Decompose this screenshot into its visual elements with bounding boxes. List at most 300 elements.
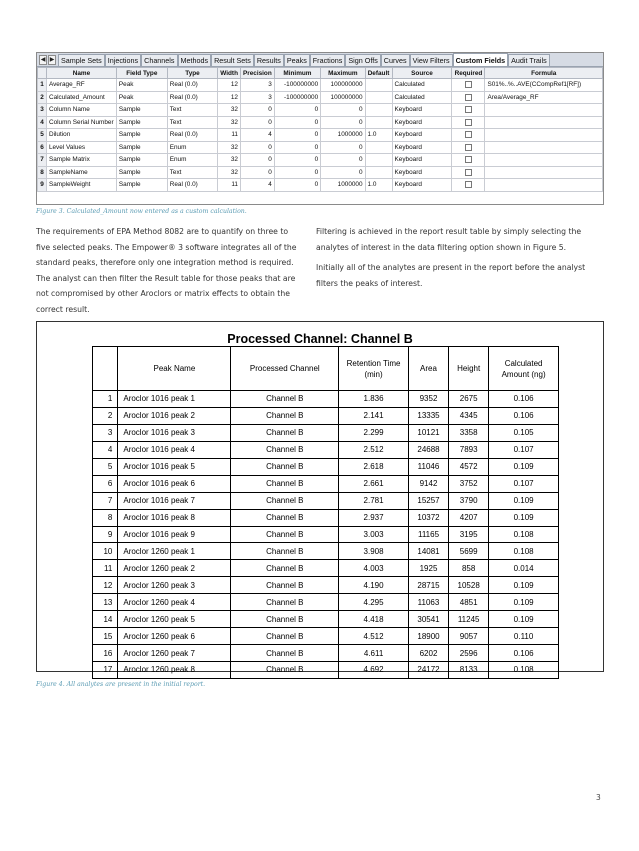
cell-width[interactable]: 32 — [218, 166, 241, 179]
report-cell: 16 — [93, 645, 118, 662]
cell-minimum[interactable]: 0 — [274, 166, 320, 179]
report-cell: 11165 — [408, 526, 448, 543]
report-cell: Channel B — [231, 526, 339, 543]
report-cell: 1925 — [408, 560, 448, 577]
tab-channels[interactable]: Channels — [141, 54, 177, 66]
cell-default[interactable] — [365, 154, 392, 167]
cell-source[interactable]: Keyboard — [392, 129, 452, 142]
report-cell: 3 — [93, 424, 118, 441]
table-row — [93, 407, 559, 424]
report-cell: 11046 — [408, 458, 448, 475]
grid-col-maximum[interactable]: Maximum — [321, 68, 365, 79]
cell-name[interactable]: Level Values — [46, 141, 116, 154]
report-cell: 9 — [93, 526, 118, 543]
table-row[interactable] — [38, 104, 603, 117]
report-cell: 10528 — [449, 577, 489, 594]
cell-name[interactable]: Calculated_Amount — [46, 91, 116, 104]
report-table — [92, 346, 559, 679]
tab-peaks[interactable]: Peaks — [284, 54, 310, 66]
table-row — [93, 543, 559, 560]
table-row — [93, 628, 559, 645]
report-col-2: Processed Channel — [231, 347, 339, 391]
required-checkbox[interactable] — [465, 144, 472, 151]
cell-required — [452, 116, 485, 129]
cell-maximum[interactable]: 0 — [321, 166, 365, 179]
table-row[interactable] — [38, 179, 603, 192]
cell-maximum[interactable]: 0 — [321, 141, 365, 154]
tab-custom-fields[interactable]: Custom Fields — [453, 53, 509, 66]
report-cell: 2.661 — [339, 475, 409, 492]
report-cell: 2.937 — [339, 509, 409, 526]
required-checkbox[interactable] — [465, 156, 472, 163]
row-number[interactable]: 1 — [38, 79, 47, 92]
cell-precision[interactable]: 3 — [240, 79, 274, 92]
cell-required — [452, 141, 485, 154]
table-row — [93, 560, 559, 577]
report-cell: Aroclor 1260 peak 7 — [118, 645, 231, 662]
report-header-row — [93, 347, 559, 391]
report-col-1: Peak Name — [118, 347, 231, 391]
report-cell: 4207 — [449, 509, 489, 526]
report-cell: Aroclor 1260 peak 2 — [118, 560, 231, 577]
report-col-3: Retention Time (min) — [339, 347, 409, 391]
tab-injections[interactable]: Injections — [105, 54, 141, 66]
report-cell: 2675 — [449, 391, 489, 408]
cell-source[interactable]: Keyboard — [392, 141, 452, 154]
cell-default[interactable]: 1.0 — [365, 129, 392, 142]
cell-minimum[interactable]: 0 — [274, 154, 320, 167]
tab-results[interactable]: Results — [254, 54, 284, 66]
cell-field-type[interactable]: Sample — [116, 154, 167, 167]
report-cell: 0.110 — [489, 628, 559, 645]
empower-tab-bar — [37, 53, 603, 67]
report-cell: 858 — [449, 560, 489, 577]
grid-col-required[interactable]: Required — [452, 68, 485, 79]
report-cell: 3.908 — [339, 543, 409, 560]
report-cell: 1.836 — [339, 391, 409, 408]
cell-required — [452, 104, 485, 117]
report-cell: 3358 — [449, 424, 489, 441]
cell-formula[interactable] — [485, 154, 603, 167]
cell-precision[interactable]: 4 — [240, 179, 274, 192]
table-row[interactable] — [38, 91, 603, 104]
report-cell: 17 — [93, 662, 118, 679]
report-cell: Aroclor 1260 peak 3 — [118, 577, 231, 594]
cell-precision[interactable]: 0 — [240, 154, 274, 167]
cell-maximum[interactable]: 1000000 — [321, 179, 365, 192]
report-cell: 4.190 — [339, 577, 409, 594]
cell-maximum[interactable]: 1000000 — [321, 129, 365, 142]
report-cell: 7 — [93, 492, 118, 509]
table-row — [93, 577, 559, 594]
empower-custom-fields-screenshot — [36, 52, 604, 205]
cell-width[interactable]: 32 — [218, 116, 241, 129]
report-cell: Aroclor 1016 peak 4 — [118, 441, 231, 458]
report-cell: 4.692 — [339, 662, 409, 679]
report-cell: 6202 — [408, 645, 448, 662]
report-cell: 0.106 — [489, 391, 559, 408]
report-col-6: Calculated Amount (ng) — [489, 347, 559, 391]
row-number[interactable]: 8 — [38, 166, 47, 179]
cell-required — [452, 154, 485, 167]
report-cell: Channel B — [231, 628, 339, 645]
cell-name[interactable]: Sample Matrix — [46, 154, 116, 167]
table-row[interactable] — [38, 129, 603, 142]
report-cell: 4.611 — [339, 645, 409, 662]
cell-precision[interactable]: 0 — [240, 116, 274, 129]
cell-default[interactable] — [365, 104, 392, 117]
cell-formula[interactable] — [485, 141, 603, 154]
report-cell: Channel B — [231, 543, 339, 560]
figure-3-caption: Figure 3. Calculated_Amount now entered as a custom calculation. — [36, 208, 247, 215]
tab-scroll-buttons — [37, 53, 58, 66]
required-checkbox[interactable] — [465, 106, 472, 113]
table-row[interactable] — [38, 79, 603, 92]
grid-col-width[interactable]: Width — [218, 68, 241, 79]
report-cell: 4 — [93, 441, 118, 458]
table-row — [93, 441, 559, 458]
cell-precision[interactable]: 0 — [240, 166, 274, 179]
report-cell: Aroclor 1016 peak 6 — [118, 475, 231, 492]
table-row[interactable] — [38, 166, 603, 179]
cell-maximum[interactable]: 0 — [321, 154, 365, 167]
cell-precision[interactable]: 3 — [240, 91, 274, 104]
cell-formula[interactable] — [485, 129, 603, 142]
cell-field-type[interactable]: Sample — [116, 104, 167, 117]
report-cell: Channel B — [231, 594, 339, 611]
cell-formula[interactable] — [485, 166, 603, 179]
cell-source[interactable]: Keyboard — [392, 104, 452, 117]
required-checkbox[interactable] — [465, 81, 472, 88]
right-paragraph-1: Filtering is achieved in the report result table by simply selecting the analytes of interest in the data filtering option shown in Figure 5. — [316, 227, 582, 252]
report-cell: Aroclor 1260 peak 8 — [118, 662, 231, 679]
report-cell: Aroclor 1260 peak 5 — [118, 611, 231, 628]
table-row[interactable] — [38, 154, 603, 167]
report-cell: 12 — [93, 577, 118, 594]
row-number[interactable]: 4 — [38, 116, 47, 129]
cell-default[interactable] — [365, 166, 392, 179]
cell-precision[interactable]: 0 — [240, 141, 274, 154]
cell-name[interactable]: SampleName — [46, 166, 116, 179]
grid-col-minimum[interactable]: Minimum — [274, 68, 320, 79]
required-checkbox[interactable] — [465, 119, 472, 126]
report-cell: Aroclor 1016 peak 2 — [118, 407, 231, 424]
cell-required — [452, 129, 485, 142]
cell-maximum[interactable]: 0 — [321, 104, 365, 117]
report-cell: Aroclor 1016 peak 1 — [118, 391, 231, 408]
grid-col-name[interactable]: Name — [46, 68, 116, 79]
report-col-5: Height — [449, 347, 489, 391]
figure-4-caption: Figure 4. All analytes are present in the initial report. — [36, 681, 206, 688]
cell-field-type[interactable]: Sample — [116, 116, 167, 129]
report-cell: 15257 — [408, 492, 448, 509]
report-cell: Aroclor 1260 peak 1 — [118, 543, 231, 560]
cell-field-type[interactable]: Sample — [116, 129, 167, 142]
report-cell: 3790 — [449, 492, 489, 509]
report-cell: 28715 — [408, 577, 448, 594]
report-cell: Channel B — [231, 475, 339, 492]
report-cell: Channel B — [231, 458, 339, 475]
report-cell: 24688 — [408, 441, 448, 458]
report-cell: 0.109 — [489, 509, 559, 526]
custom-fields-grid — [37, 67, 603, 192]
right-column-text — [316, 224, 604, 296]
report-cell: 1 — [93, 391, 118, 408]
cell-required — [452, 91, 485, 104]
required-checkbox[interactable] — [465, 181, 472, 188]
report-cell: Aroclor 1016 peak 8 — [118, 509, 231, 526]
report-cell: 10 — [93, 543, 118, 560]
report-cell: 0.109 — [489, 611, 559, 628]
tab-result-sets[interactable]: Result Sets — [211, 54, 254, 66]
cell-required — [452, 166, 485, 179]
report-cell: 4.418 — [339, 611, 409, 628]
report-cell: 2.299 — [339, 424, 409, 441]
cell-width[interactable]: 32 — [218, 154, 241, 167]
grid-col-type[interactable]: Type — [167, 68, 218, 79]
report-cell: 18900 — [408, 628, 448, 645]
report-cell: 4.295 — [339, 594, 409, 611]
cell-width[interactable]: 11 — [218, 179, 241, 192]
page-number: 3 — [596, 793, 601, 802]
report-cell: 0.107 — [489, 441, 559, 458]
cell-field-type[interactable]: Sample — [116, 141, 167, 154]
row-number[interactable]: 3 — [38, 104, 47, 117]
report-cell: 13 — [93, 594, 118, 611]
report-cell: 10372 — [408, 509, 448, 526]
cell-formula[interactable]: Area/Average_RF — [485, 91, 603, 104]
table-row — [93, 594, 559, 611]
row-number[interactable]: 7 — [38, 154, 47, 167]
report-cell: 9142 — [408, 475, 448, 492]
grid-corner-cell[interactable] — [38, 68, 47, 79]
cell-name[interactable]: Dilution — [46, 129, 116, 142]
report-cell: 0.108 — [489, 662, 559, 679]
table-row — [93, 391, 559, 408]
report-cell: Channel B — [231, 577, 339, 594]
tab-curves[interactable]: Curves — [381, 54, 410, 66]
report-title: Processed Channel: Channel B — [227, 332, 413, 346]
report-cell: Channel B — [231, 424, 339, 441]
report-cell: 11063 — [408, 594, 448, 611]
custom-fields-header-row — [38, 68, 603, 79]
cell-source[interactable]: Keyboard — [392, 116, 452, 129]
report-cell: 11 — [93, 560, 118, 577]
report-cell: Channel B — [231, 645, 339, 662]
tab-fractions[interactable]: Fractions — [310, 54, 346, 66]
tab-scroll-left-icon[interactable]: ◀ — [40, 56, 46, 63]
tab-methods[interactable]: Methods — [178, 54, 212, 66]
tab-view-filters[interactable]: View Filters — [410, 54, 453, 66]
table-row — [93, 645, 559, 662]
report-cell: 2.512 — [339, 441, 409, 458]
report-cell: 0.107 — [489, 475, 559, 492]
cell-formula[interactable] — [485, 104, 603, 117]
table-row — [93, 475, 559, 492]
cell-width[interactable]: 12 — [218, 91, 241, 104]
left-column-text — [36, 224, 299, 322]
table-row — [93, 662, 559, 679]
cell-name[interactable]: SampleWeight — [46, 179, 116, 192]
report-cell: Channel B — [231, 611, 339, 628]
grid-col-formula[interactable]: Formula — [485, 68, 603, 79]
grid-col-field-type[interactable]: Field Type — [116, 68, 167, 79]
cell-width[interactable]: 32 — [218, 104, 241, 117]
report-col-4: Area — [408, 347, 448, 391]
cell-name[interactable]: Column Name — [46, 104, 116, 117]
table-row — [93, 492, 559, 509]
report-cell: 4851 — [449, 594, 489, 611]
report-cell: 8133 — [449, 662, 489, 679]
cell-minimum[interactable]: 0 — [274, 116, 320, 129]
cell-default[interactable]: 1.0 — [365, 179, 392, 192]
tab-sign-offs[interactable]: Sign Offs — [345, 54, 380, 66]
report-cell: 4572 — [449, 458, 489, 475]
report-cell: 14 — [93, 611, 118, 628]
cell-default[interactable] — [365, 79, 392, 92]
row-number[interactable]: 6 — [38, 141, 47, 154]
report-cell: 0.109 — [489, 458, 559, 475]
cell-minimum[interactable]: 0 — [274, 179, 320, 192]
table-row[interactable] — [38, 116, 603, 129]
required-checkbox[interactable] — [465, 169, 472, 176]
report-cell: 11245 — [449, 611, 489, 628]
report-cell: Channel B — [231, 560, 339, 577]
right-paragraph-2: Initially all of the analytes are present in the report before the analyst filters the peaks of interest. — [316, 263, 586, 288]
cell-type[interactable]: Real (0.0) — [167, 179, 218, 192]
row-number[interactable]: 2 — [38, 91, 47, 104]
cell-source[interactable]: Calculated — [392, 79, 452, 92]
report-cell: 5699 — [449, 543, 489, 560]
cell-formula[interactable] — [485, 179, 603, 192]
cell-minimum[interactable]: 0 — [274, 129, 320, 142]
report-cell: Channel B — [231, 509, 339, 526]
report-cell: Aroclor 1016 peak 5 — [118, 458, 231, 475]
cell-name[interactable]: Column Serial Number — [46, 116, 116, 129]
cell-required — [452, 179, 485, 192]
cell-minimum[interactable]: -100000000 — [274, 79, 320, 92]
report-cell: 0.105 — [489, 424, 559, 441]
cell-maximum[interactable]: 100000000 — [321, 79, 365, 92]
cell-maximum[interactable]: 100000000 — [321, 91, 365, 104]
report-cell: Channel B — [231, 492, 339, 509]
cell-precision[interactable]: 0 — [240, 104, 274, 117]
report-cell: Aroclor 1016 peak 3 — [118, 424, 231, 441]
table-row[interactable] — [38, 141, 603, 154]
cell-type[interactable]: Real (0.0) — [167, 129, 218, 142]
tab-scroll-right-icon[interactable]: ▶ — [49, 56, 55, 63]
report-cell: 6 — [93, 475, 118, 492]
report-cell: Aroclor 1260 peak 4 — [118, 594, 231, 611]
row-number[interactable]: 5 — [38, 129, 47, 142]
cell-source[interactable]: Calculated — [392, 91, 452, 104]
report-cell: 8 — [93, 509, 118, 526]
report-cell: 0.014 — [489, 560, 559, 577]
cell-minimum[interactable]: 0 — [274, 141, 320, 154]
report-cell: Aroclor 1016 peak 9 — [118, 526, 231, 543]
cell-precision[interactable]: 4 — [240, 129, 274, 142]
report-cell: 13335 — [408, 407, 448, 424]
report-cell: 0.109 — [489, 577, 559, 594]
cell-type[interactable]: Text — [167, 116, 218, 129]
report-cell: 0.106 — [489, 645, 559, 662]
report-cell: 4.003 — [339, 560, 409, 577]
cell-field-type[interactable]: Sample — [116, 179, 167, 192]
report-cell: 5 — [93, 458, 118, 475]
cell-field-type[interactable]: Peak — [116, 79, 167, 92]
table-row — [93, 611, 559, 628]
report-cell: Channel B — [231, 391, 339, 408]
report-cell: 0.108 — [489, 543, 559, 560]
cell-maximum[interactable]: 0 — [321, 116, 365, 129]
cell-type[interactable]: Real (0.0) — [167, 79, 218, 92]
cell-width[interactable]: 12 — [218, 79, 241, 92]
report-cell: 0.108 — [489, 526, 559, 543]
report-cell: 3752 — [449, 475, 489, 492]
report-cell: 9352 — [408, 391, 448, 408]
grid-col-source[interactable]: Source — [392, 68, 452, 79]
report-cell: Channel B — [231, 441, 339, 458]
row-number[interactable]: 9 — [38, 179, 47, 192]
cell-formula[interactable]: S01%..%..AVE(CCompRef1[RF]) — [485, 79, 603, 92]
report-cell: 2.141 — [339, 407, 409, 424]
cell-default[interactable] — [365, 141, 392, 154]
grid-col-default[interactable]: Default — [365, 68, 392, 79]
report-cell: Channel B — [231, 662, 339, 679]
cell-type[interactable]: Text — [167, 104, 218, 117]
cell-type[interactable]: Enum — [167, 141, 218, 154]
empower-tabs — [58, 53, 550, 66]
report-cell: 10121 — [408, 424, 448, 441]
report-cell: 2.781 — [339, 492, 409, 509]
left-paragraph: The requirements of EPA Method 8082 are to quantify on three to five selected peaks. The Empower® 3 software integrates all of the standard peaks, therefore only one integration method is required. The analyst can then filter the Result table for those peaks that are not compromised by other Aroclors or matrix effects to obtain the correct result. — [36, 227, 297, 314]
report-cell: 4345 — [449, 407, 489, 424]
cell-formula[interactable] — [485, 116, 603, 129]
processed-channel-report — [36, 321, 604, 675]
cell-field-type[interactable]: Sample — [116, 166, 167, 179]
cell-source[interactable]: Keyboard — [392, 154, 452, 167]
report-cell: Channel B — [231, 407, 339, 424]
table-row — [93, 509, 559, 526]
cell-minimum[interactable]: 0 — [274, 104, 320, 117]
required-checkbox[interactable] — [465, 131, 472, 138]
required-checkbox[interactable] — [465, 94, 472, 101]
report-cell: 15 — [93, 628, 118, 645]
cell-name[interactable]: Average_RF — [46, 79, 116, 92]
report-cell: 14081 — [408, 543, 448, 560]
cell-type[interactable]: Real (0.0) — [167, 91, 218, 104]
report-cell: 2.618 — [339, 458, 409, 475]
grid-col-precision[interactable]: Precision — [240, 68, 274, 79]
report-cell: 0.109 — [489, 492, 559, 509]
table-row — [93, 526, 559, 543]
report-cell: 2596 — [449, 645, 489, 662]
tab-audit-trails[interactable]: Audit Trails — [508, 54, 550, 66]
report-cell: 4.512 — [339, 628, 409, 645]
cell-default[interactable] — [365, 91, 392, 104]
cell-minimum[interactable]: -100000000 — [274, 91, 320, 104]
report-cell: 24172 — [408, 662, 448, 679]
cell-default[interactable] — [365, 116, 392, 129]
cell-source[interactable]: Keyboard — [392, 166, 452, 179]
cell-type[interactable]: Text — [167, 166, 218, 179]
cell-field-type[interactable]: Peak — [116, 91, 167, 104]
tab-sample-sets[interactable]: Sample Sets — [58, 54, 105, 66]
cell-width[interactable]: 11 — [218, 129, 241, 142]
cell-width[interactable]: 32 — [218, 141, 241, 154]
cell-type[interactable]: Enum — [167, 154, 218, 167]
cell-source[interactable]: Keyboard — [392, 179, 452, 192]
